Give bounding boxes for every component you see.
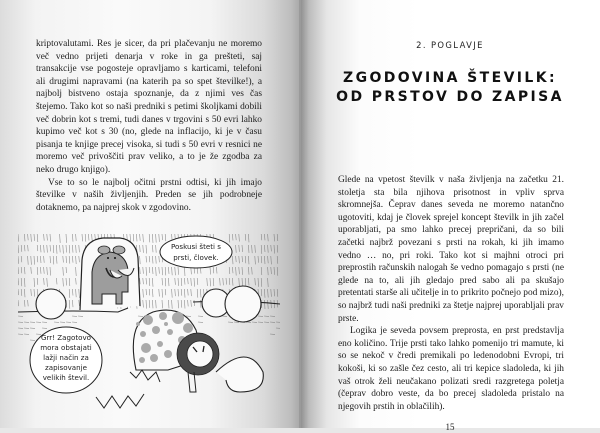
hatch-stroke (156, 300, 157, 308)
hatch-stroke (143, 267, 144, 274)
hatch-stroke (264, 234, 265, 240)
hatch-stroke (248, 256, 249, 264)
hatch-stroke (18, 289, 19, 295)
hatch-stroke (239, 256, 240, 263)
hatch-stroke (261, 278, 262, 287)
hatch-stroke (56, 245, 57, 254)
hatch-stroke (232, 234, 233, 240)
hatch-stroke (242, 278, 243, 286)
hatch-stroke (159, 256, 160, 262)
hatch-stroke (146, 267, 147, 276)
hatch-stroke (28, 256, 29, 265)
hatch-stroke (37, 267, 38, 275)
hatch-stroke (31, 289, 32, 296)
hatch-stroke (168, 300, 169, 308)
page-number: 15 (300, 422, 600, 433)
hatch-stroke (146, 278, 147, 284)
hatch-stroke (197, 289, 198, 298)
hatch-stroke (21, 256, 22, 262)
hatch-stroke (47, 245, 48, 253)
hatch-stroke (152, 300, 153, 308)
hatch-stroke (60, 245, 61, 252)
hatch-stroke (63, 267, 64, 276)
hatch-stroke (213, 267, 214, 273)
book-gutter (299, 0, 301, 428)
bubble-caveman-line: velikih števil. (43, 373, 90, 382)
hatch-stroke (40, 256, 41, 263)
hatch-stroke (44, 278, 45, 285)
hatch-stroke (21, 278, 22, 286)
hatch-stroke (79, 300, 80, 306)
hatch-stroke (72, 289, 73, 296)
hatch-stroke (191, 278, 192, 286)
fur-spot (164, 322, 168, 326)
hatch-stroke (18, 267, 19, 274)
hatch-stroke (85, 234, 86, 242)
hatch-stroke (261, 234, 262, 240)
hatch-stroke (44, 256, 45, 263)
hatch-stroke (162, 289, 163, 298)
hatch-stroke (92, 234, 93, 241)
hatch-stroke (172, 289, 173, 298)
hatch-stroke (268, 234, 269, 241)
hatch-stroke (242, 245, 243, 252)
hatch-stroke (236, 245, 237, 253)
hatch-stroke (261, 267, 262, 275)
hatch-stroke (76, 245, 77, 253)
hatch-stroke (271, 256, 272, 264)
hatch-stroke (40, 267, 41, 274)
hatch-stroke (63, 278, 64, 286)
bubble-caveman-line: Grr! Zagotovo (41, 333, 91, 342)
hatch-stroke (37, 234, 38, 242)
hatch-stroke (252, 267, 253, 274)
hatch-stroke (162, 278, 163, 285)
hatch-stroke (133, 234, 134, 241)
hatch-stroke (223, 278, 224, 285)
fur-spot (167, 329, 173, 335)
hatch-stroke (136, 234, 137, 241)
hatch-stroke (277, 289, 278, 297)
hatch-stroke (258, 278, 259, 287)
hatch-stroke (140, 278, 141, 284)
hatch-stroke (156, 256, 157, 264)
hatch-stroke (274, 267, 275, 275)
left-page (0, 0, 300, 428)
cave-illustration (18, 232, 280, 412)
hatch-stroke (207, 278, 208, 286)
hatch-stroke (168, 278, 169, 286)
hatch-stroke (264, 256, 265, 264)
hatch-stroke (47, 234, 48, 240)
hatch-stroke (130, 234, 131, 241)
hatch-stroke (191, 300, 192, 307)
hatch-stroke (255, 278, 256, 285)
hatch-stroke (264, 300, 265, 309)
hatch-stroke (143, 245, 144, 253)
hatch-stroke (248, 234, 249, 242)
hatch-stroke (69, 289, 70, 298)
hatch-stroke (69, 256, 70, 264)
hatch-stroke (149, 234, 150, 242)
hatch-stroke (140, 256, 141, 264)
hatch-stroke (152, 278, 153, 287)
hatch-stroke (34, 289, 35, 297)
fur-spot (150, 354, 158, 362)
chapter-label: 2. POGLAVJE (300, 40, 600, 51)
boulder (36, 289, 66, 319)
hatch-stroke (232, 278, 233, 286)
hatch-stroke (172, 300, 173, 309)
hatch-stroke (188, 278, 189, 284)
hatch-stroke (152, 245, 153, 252)
hatch-stroke (172, 267, 173, 275)
hatch-stroke (66, 278, 67, 285)
hatch-stroke (28, 300, 29, 306)
bubble-caveman-line: lažji način za (43, 353, 89, 362)
hatch-stroke (194, 278, 195, 287)
hatch-stroke (162, 234, 163, 240)
hatch-stroke (188, 289, 189, 295)
hatch-stroke (220, 278, 221, 286)
hatch-stroke (44, 234, 45, 241)
hatch-stroke (165, 234, 166, 241)
hatch-stroke (37, 289, 38, 296)
hatch-stroke (72, 245, 73, 253)
hatch-stroke (248, 267, 249, 275)
hatch-stroke (191, 289, 192, 296)
hatch-stroke (72, 234, 73, 242)
hatch-stroke (47, 267, 48, 275)
hatch-stroke (24, 267, 25, 274)
hatch-stroke (66, 245, 67, 252)
hatch-stroke (72, 300, 73, 307)
hatch-stroke (232, 267, 233, 273)
hatch-stroke (21, 289, 22, 296)
hatch-stroke (184, 289, 185, 298)
hatch-stroke (143, 300, 144, 308)
hatch-stroke (34, 256, 35, 265)
hatch-stroke (178, 300, 179, 308)
hatch-stroke (88, 234, 89, 240)
bubble-caveman-line: mora obstajati (40, 343, 92, 352)
hatch-stroke (69, 245, 70, 253)
hatch-stroke (28, 245, 29, 251)
hatch-stroke (184, 278, 185, 285)
paragraph: Vse to so le najbolj očitni prstni odtisi, ki jih imajo številke v naših življenjih. Preden se jih podrobneje dotaknemo, pa najprej skok v zgodovino. (36, 177, 262, 215)
hatch-stroke (50, 245, 51, 251)
chapter-title-line: ZGODOVINA ŠTEVILK: (300, 69, 600, 88)
speech-bubble-mammoth (160, 236, 232, 268)
hatch-stroke (181, 278, 182, 286)
hatch-stroke (146, 256, 147, 262)
hatch-stroke (50, 256, 51, 263)
hatch-stroke (261, 289, 262, 296)
hatch-stroke (37, 256, 38, 262)
hatch-stroke (178, 278, 179, 286)
fur-spot (159, 312, 167, 320)
hatch-stroke (274, 289, 275, 296)
hatch-stroke (79, 256, 80, 262)
hatch-stroke (152, 289, 153, 297)
hatch-stroke (143, 278, 144, 284)
fur-spot (152, 326, 160, 334)
hatch-stroke (271, 245, 272, 251)
hatch-stroke (140, 267, 141, 274)
hatch-stroke (242, 267, 243, 275)
hatch-stroke (200, 289, 201, 297)
hatch-stroke (76, 234, 77, 241)
hatch-stroke (159, 234, 160, 242)
hatch-stroke (18, 300, 19, 306)
hatch-stroke (197, 278, 198, 285)
hatch-stroke (165, 267, 166, 275)
hatch-stroke (66, 267, 67, 273)
hatch-stroke (76, 278, 77, 284)
hatch-stroke (146, 245, 147, 253)
hatch-stroke (18, 245, 19, 253)
hatch-stroke (53, 256, 54, 264)
hatch-stroke (255, 245, 256, 253)
hatch-stroke (149, 300, 150, 308)
hatch-stroke (159, 267, 160, 274)
hatch-stroke (82, 234, 83, 241)
fur-spot (157, 341, 163, 347)
hatch-stroke (194, 300, 195, 306)
hatch-stroke (277, 234, 278, 241)
hatch-stroke (277, 245, 278, 253)
boulder (225, 286, 261, 322)
hatch-stroke (184, 267, 185, 276)
hatch-stroke (226, 278, 227, 285)
hatch-stroke (268, 256, 269, 263)
hatch-stroke (271, 300, 272, 308)
hatch-stroke (149, 278, 150, 286)
hatch-stroke (76, 267, 77, 276)
hatch-stroke (229, 267, 230, 274)
hatch-stroke (236, 234, 237, 240)
hatch-stroke (31, 256, 32, 265)
paragraph: Glede na vpetost številk v naša življenja na začetku 21. stoletja sta bila njihova prisotnost in vpliv sprva skromnejša. Čeprav danes seveda ne moremo natančno ugotoviti, kdaj je človek sprejel koncept številk in jih začel uporabljati, pa smo lahko precej prepričani, da so bili začetki najbrž povezani s prsti na rokah, ki jih imamo vedno … no, pri roki. Tako kot si majhni otroci pri preprostih računskih nalogah še vedno pomagajo s prsti (ne glede na to, ali jih gledajo pred sabo ali pa skušajo pretentati starše ali učitelje in to prikrito počnejo pod mizo), so najbrž tudi naši predniki za štetje najprej uporabljali prav prste. (338, 174, 564, 325)
hatch-stroke (156, 245, 157, 253)
hatch-stroke (277, 267, 278, 276)
hatch-stroke (216, 267, 217, 274)
hatch-stroke (210, 267, 211, 274)
hatch-stroke (37, 245, 38, 251)
hatch-stroke (66, 256, 67, 263)
hatch-stroke (236, 256, 237, 262)
hatch-stroke (72, 256, 73, 263)
hatch-stroke (245, 278, 246, 286)
hatch-stroke (63, 256, 64, 262)
hatch-stroke (18, 278, 19, 285)
speech-bubble-caveman (30, 327, 102, 393)
bubble-caveman-line: zapisovanje (45, 363, 87, 372)
hatch-stroke (159, 289, 160, 296)
hatch-stroke (245, 256, 246, 263)
hatch-stroke (56, 256, 57, 264)
hatch-stroke (34, 234, 35, 241)
hatch-stroke (178, 267, 179, 275)
hatch-stroke (236, 267, 237, 276)
hatch-stroke (162, 267, 163, 275)
left-page-text (36, 38, 262, 214)
hatch-stroke (66, 234, 67, 243)
hatch-stroke (264, 245, 265, 252)
hatch-stroke (242, 256, 243, 262)
paragraph: kriptovalutami. Res je sicer, da pri plačevanju ne moremo več vedno prijeti denarja v roke in ga prešteti, saj transakcije vse pogosteje opravljamo s karticami, telefoni ali drugimi napravami (na katerih pa so spet številke!), a najbolj bistveno ostaja spoznanje, da z njimi ves čas štejemo. Tako kot so naši predniki s petimi školjkami dobili več dobrin kot s tremi, tudi danes v trgovini s 50 evri lahko kupimo več kot s 30 (no, glede na inflacijo, ki je v času pisanja te knjige precej visoka, si tudi s 50 evri v resnici ne moremo več privoščiti prav veliko, a to je že zgodba za neko drugo knjigo). (36, 38, 262, 177)
hatch-stroke (18, 256, 19, 264)
hatch-stroke (143, 289, 144, 297)
hatch-stroke (37, 278, 38, 285)
hatch-stroke (181, 289, 182, 296)
hatch-stroke (152, 267, 153, 274)
hatch-stroke (24, 278, 25, 287)
hatch-stroke (175, 278, 176, 285)
hatch-stroke (239, 234, 240, 241)
hatch-stroke (50, 267, 51, 276)
hatch-stroke (248, 245, 249, 253)
hatch-stroke (31, 234, 32, 242)
bubble-mammoth-line: prsti, človek. (173, 253, 219, 262)
hatch-stroke (69, 278, 70, 286)
hatch-stroke (268, 289, 269, 298)
hatch-stroke (44, 267, 45, 274)
hatch-stroke (181, 300, 182, 308)
hatch-stroke (152, 256, 153, 263)
hatch-stroke (143, 234, 144, 242)
hatch-stroke (40, 245, 41, 252)
hatch-stroke (261, 256, 262, 263)
hatch-stroke (165, 289, 166, 295)
hatch-stroke (79, 289, 80, 298)
hatch-stroke (79, 245, 80, 252)
hatch-stroke (44, 245, 45, 253)
hatch-stroke (178, 289, 179, 296)
hatch-stroke (264, 289, 265, 298)
hatch-stroke (60, 234, 61, 243)
hatch-stroke (229, 278, 230, 285)
hatch-stroke (140, 245, 141, 252)
hatch-stroke (47, 278, 48, 287)
fur-spot (139, 357, 145, 363)
hatch-stroke (21, 245, 22, 252)
hatch-stroke (168, 267, 169, 274)
hatch-stroke (69, 300, 70, 309)
fur-spot (136, 322, 140, 326)
hatch-stroke (271, 289, 272, 297)
fur-spot (141, 343, 151, 353)
bubble-mammoth-line: Poskusi šteti s (171, 242, 221, 251)
hatch-stroke (24, 300, 25, 307)
hatch-stroke (34, 278, 35, 287)
paragraph: Logika je seveda povsem preprosta, en prst predstavlja eno količino. Trije prsti tako lahko pomenijo tri mamute, ki so se nekoč v čredi premikali po ledenodobni Evropi, tri kokoši, ki so zašle čez cesto, ali tri kepice sladoleda, ki jih vaš otrok želi neučakano polizati sredi razgretega poletja (čeprav dobro veste, da bo precej sladoleda pristalo na njegovih prstih in oblačilih). (338, 325, 564, 413)
hatch-stroke (140, 234, 141, 241)
hatch-stroke (24, 234, 25, 241)
fur-spot (164, 350, 172, 358)
hatch-stroke (24, 245, 25, 251)
hatch-stroke (165, 278, 166, 286)
hatch-stroke (258, 256, 259, 263)
hatch-stroke (248, 278, 249, 285)
hatch-stroke (232, 256, 233, 264)
hatch-stroke (50, 234, 51, 241)
hatch-stroke (188, 300, 189, 306)
hatch-stroke (156, 267, 157, 276)
hatch-stroke (156, 234, 157, 243)
hatch-stroke (184, 300, 185, 308)
hatch-stroke (21, 267, 22, 273)
hatch-stroke (239, 278, 240, 287)
hatch-stroke (63, 245, 64, 254)
hatch-stroke (146, 289, 147, 295)
hatch-stroke (271, 267, 272, 274)
hatch-stroke (28, 234, 29, 240)
zigzag (96, 394, 144, 408)
hatch-stroke (76, 256, 77, 264)
hatch-stroke (149, 267, 150, 273)
hatch-stroke (277, 256, 278, 264)
fur-spot (174, 314, 178, 318)
hatch-stroke (268, 267, 269, 275)
hatch-stroke (245, 234, 246, 241)
hatch-stroke (274, 234, 275, 241)
hatch-stroke (56, 278, 57, 284)
chapter-title-line: OD PRSTOV DO ZAPISA (300, 88, 600, 107)
hatch-stroke (213, 278, 214, 286)
hatch-stroke (274, 245, 275, 253)
hatch-stroke (175, 289, 176, 296)
hatch-stroke (268, 300, 269, 309)
hatch-stroke (268, 245, 269, 253)
hatch-stroke (175, 267, 176, 275)
hatch-stroke (152, 234, 153, 243)
hatch-stroke (268, 278, 269, 287)
hatch-stroke (255, 256, 256, 264)
hatch-stroke (162, 300, 163, 308)
hatch-stroke (252, 245, 253, 253)
hatch-stroke (261, 245, 262, 254)
fur-spot (140, 331, 146, 337)
fur-spot (143, 315, 153, 325)
hatch-stroke (24, 289, 25, 297)
hatch-stroke (31, 267, 32, 274)
hatch-stroke (76, 289, 77, 297)
right-page-text (338, 174, 564, 413)
hatch-stroke (239, 245, 240, 252)
hatch-stroke (146, 300, 147, 309)
fur-spot (172, 312, 184, 324)
hatch-stroke (18, 234, 19, 242)
hatch-stroke (53, 245, 54, 253)
hatch-stroke (149, 289, 150, 295)
fur-spot (183, 323, 193, 333)
hatch-stroke (229, 234, 230, 242)
chapter-title (300, 69, 600, 107)
hatch-stroke (210, 278, 211, 286)
hatch-stroke (239, 267, 240, 274)
hatch-stroke (149, 256, 150, 262)
